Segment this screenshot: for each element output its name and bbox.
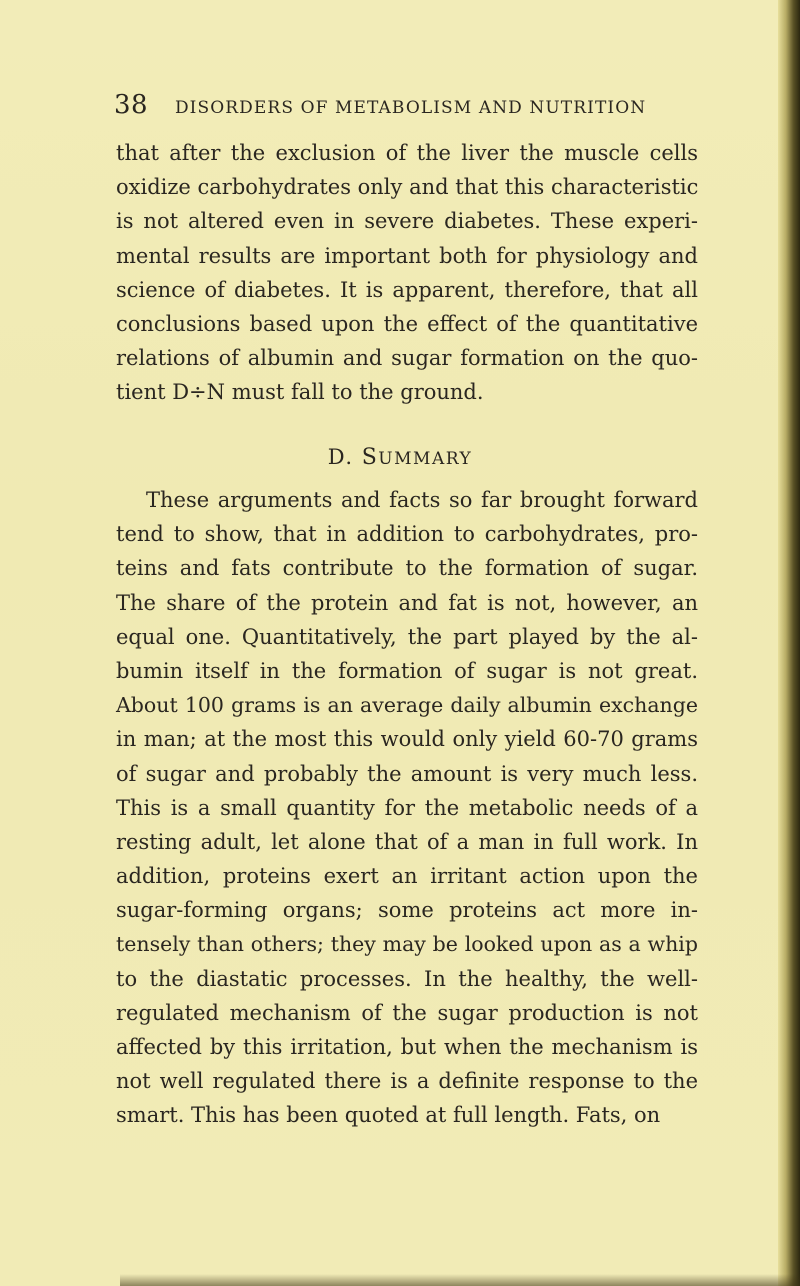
text-line: that after the exclusion of the liver the muscle cells xyxy=(116,141,698,165)
text-line: in man; at the most this would only yield 60-70 grams xyxy=(116,727,698,752)
text-line: tient D÷N must fall to the ground. xyxy=(116,380,484,405)
text-line: regulated mechanism of the sugar production is not xyxy=(116,1000,698,1025)
text-line: oxidize carbohydrates only and that this characteristic xyxy=(116,175,699,200)
text-line: tend to show, that in addition to carbohydrates, pro- xyxy=(116,522,698,547)
text-line: The share of the protein and fat is not, however, an xyxy=(116,590,698,615)
text-line: affected by this irritation, but when the mechanism is xyxy=(116,1035,698,1059)
section-label: D. xyxy=(327,445,354,469)
text-line: relations of albumin and sugar formation on the quo- xyxy=(116,346,698,371)
paragraph-continued xyxy=(116,136,698,410)
summary-paragraph xyxy=(116,483,698,1133)
text-line: of sugar and probably the amount is very much less. xyxy=(116,761,698,786)
text-line: science of diabetes. It is apparent, therefore, that all xyxy=(116,277,698,302)
text-line: not well regulated there is a definite response to the xyxy=(116,1069,698,1094)
text-line: These arguments and facts so far brought forward xyxy=(146,488,698,512)
text-line: About 100 grams is an average daily albumin exchange xyxy=(116,693,698,718)
page-number: 38 xyxy=(114,90,149,120)
section-heading xyxy=(0,445,800,470)
text-line: equal one. Quantitatively, the part played by the al- xyxy=(116,624,698,649)
text-line: resting adult, let alone that of a man in full work. In xyxy=(116,829,698,854)
running-header xyxy=(114,90,674,124)
text-line: is not altered even in severe diabetes. These experi- xyxy=(116,209,698,234)
text-line: bumin itself in the formation of sugar is not great. xyxy=(116,658,698,683)
section-title-rest: UMMARY xyxy=(378,449,473,469)
section-title-initial: S xyxy=(361,445,379,470)
text-line: tensely than others; they may be looked upon as a whip xyxy=(116,932,698,957)
running-title: DISORDERS OF METABOLISM AND NUTRITION xyxy=(174,98,647,118)
text-line: addition, proteins exert an irritant action upon the xyxy=(116,864,698,889)
text-line: conclusions based upon the effect of the quantitative xyxy=(116,311,698,336)
text-line: mental results are important both for physiology and xyxy=(116,243,698,268)
text-line: smart. This has been quoted at full length. Fats, on xyxy=(116,1103,661,1128)
page-gutter-edge xyxy=(778,0,800,1286)
page-bottom-shadow xyxy=(120,1274,800,1286)
text-line: to the diastatic processes. In the healthy, the well- xyxy=(116,966,698,991)
text-line: sugar-forming organs; some proteins act more in- xyxy=(116,898,698,923)
text-line: This is a small quantity for the metabolic needs of a xyxy=(116,795,698,820)
text-line: teins and fats contribute to the formation of sugar. xyxy=(116,556,698,581)
